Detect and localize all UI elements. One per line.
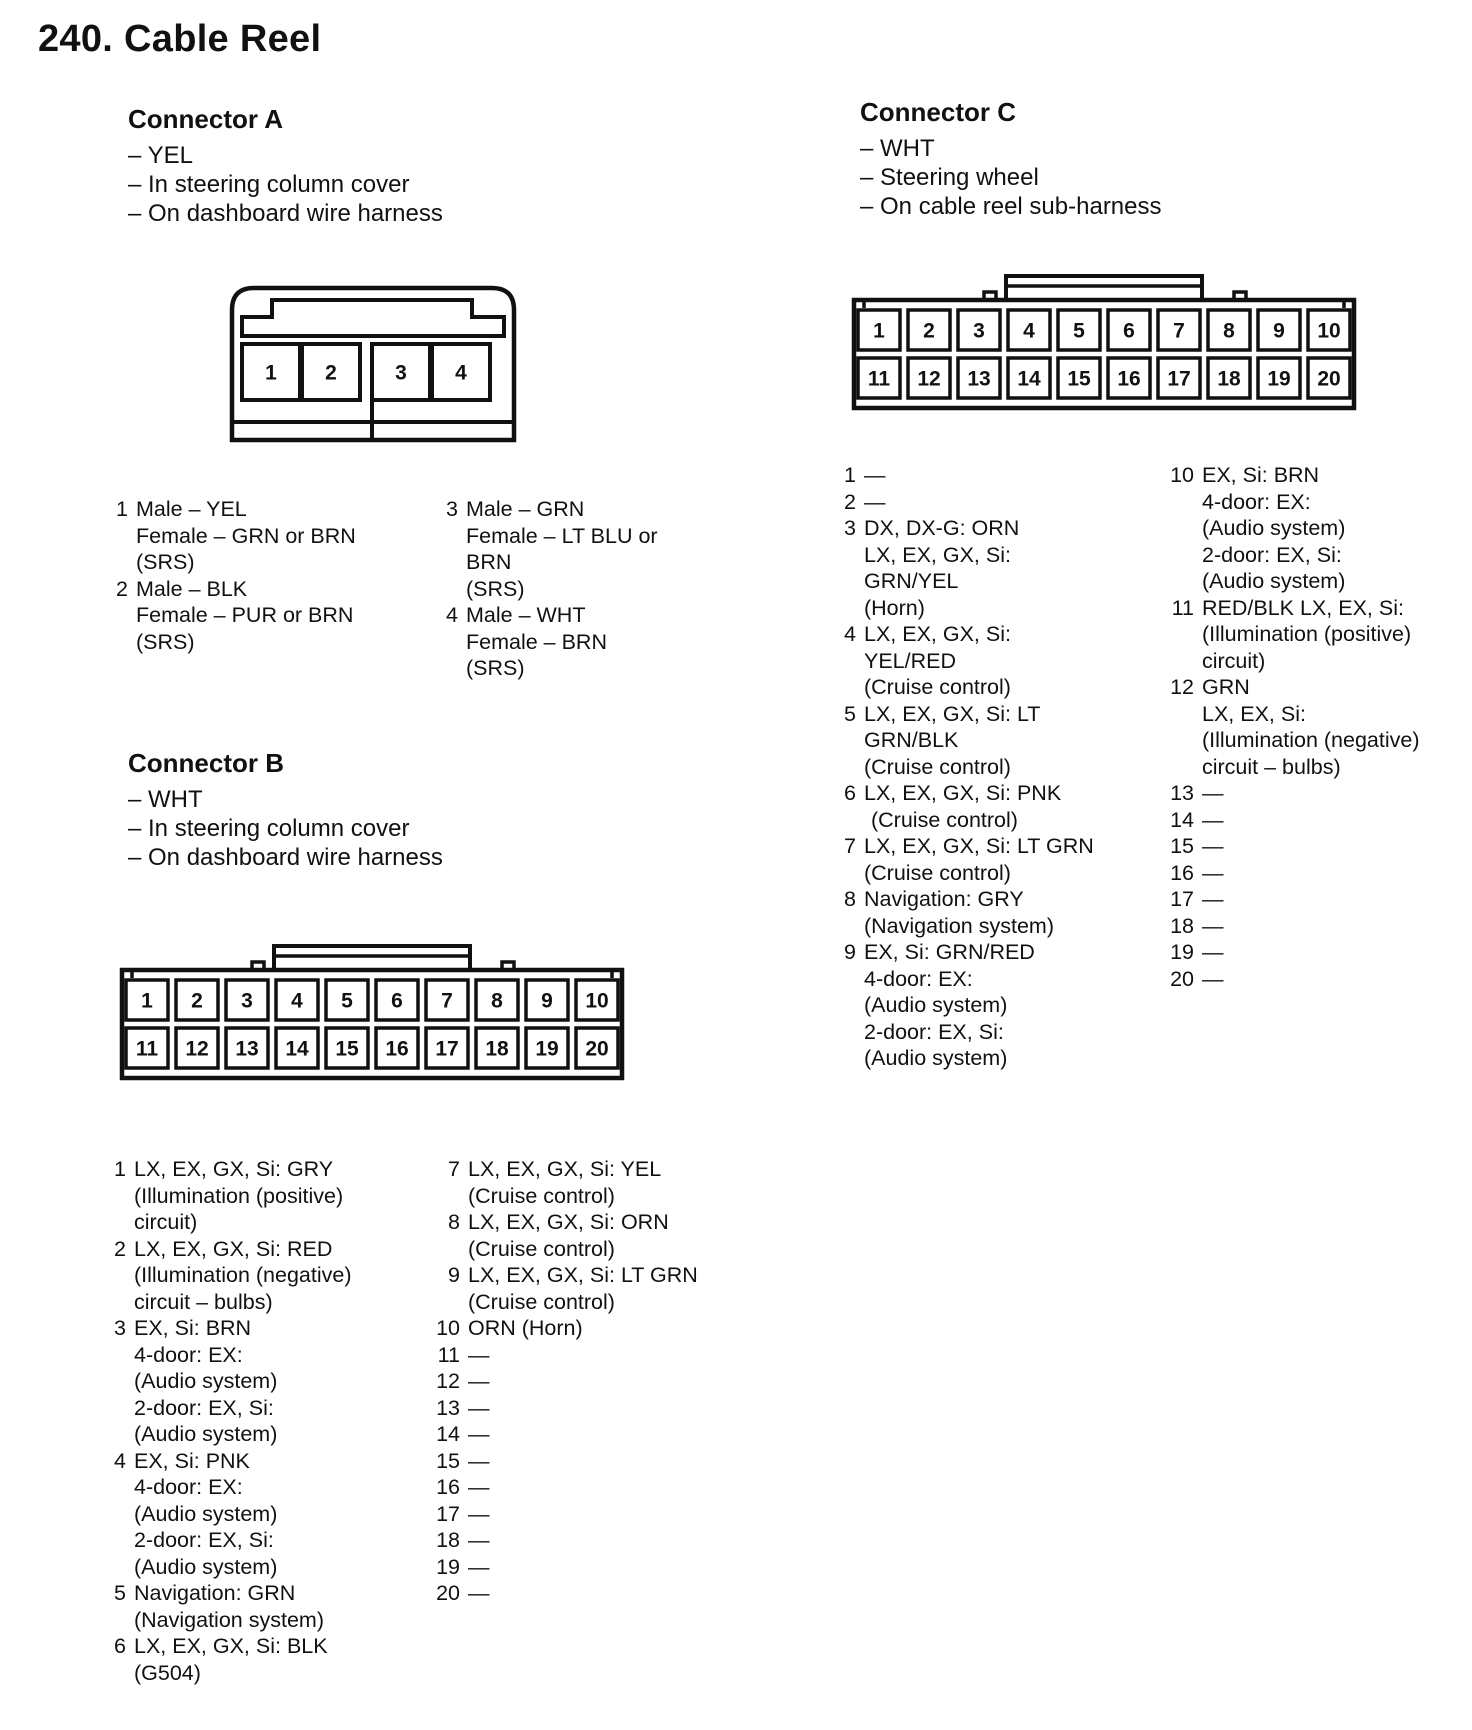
pin-description-line: Navigation: GRN xyxy=(134,1581,296,1605)
connector-a-pinlist-right xyxy=(432,496,658,682)
pin-description-line: LX, EX, GX, Si: BLK xyxy=(134,1634,328,1658)
pin-description-line: Female – BRN xyxy=(466,629,607,654)
pin-number: 4 xyxy=(446,603,458,627)
connector-b-cell-label: 3 xyxy=(241,989,253,1013)
pin-description-line: (Audio system) xyxy=(134,1369,278,1393)
pin-entry xyxy=(1154,780,1420,807)
pin-number: 8 xyxy=(844,887,856,911)
pin-description-line: Female – LT BLU or xyxy=(466,523,658,548)
pin-description-line: (Navigation system) xyxy=(134,1607,324,1632)
pin-entry xyxy=(1154,939,1420,966)
connector-b-cell-label: 15 xyxy=(335,1037,359,1061)
pin-number: 4 xyxy=(844,622,856,646)
pin-description-line: — xyxy=(468,1395,490,1420)
pin-description-line: GRN xyxy=(1202,675,1250,699)
connector-b-body xyxy=(122,970,622,1078)
connector-a-diagram xyxy=(228,284,518,444)
pin-description-line: (Horn) xyxy=(864,595,925,620)
pin-entry xyxy=(102,576,356,656)
connector-b-cell-label: 14 xyxy=(285,1037,309,1061)
pin-description-line: 2-door: EX, Si: xyxy=(134,1528,274,1552)
pin-number: 1 xyxy=(116,497,128,521)
pin-number: 2 xyxy=(844,489,856,514)
pin-number: 13 xyxy=(436,1395,460,1420)
connector-b-cell-label: 20 xyxy=(585,1037,609,1061)
pin-description-line: (Illumination (negative) xyxy=(134,1263,352,1287)
pin-description-line: — xyxy=(1202,781,1224,805)
pin-description-line: (Navigation system) xyxy=(864,913,1054,938)
pin-entry xyxy=(1154,833,1420,860)
pin-entry xyxy=(432,602,658,682)
pin-description-line: Female – GRN or BRN xyxy=(136,523,356,548)
pin-description-line: Navigation: GRY xyxy=(864,887,1024,911)
connector-c-cell-label: 7 xyxy=(1173,319,1185,343)
connector-b-cell-label: 19 xyxy=(535,1037,559,1061)
pin-description-line: ORN (Horn) xyxy=(468,1316,583,1340)
connector-b-cell-label: 11 xyxy=(135,1037,159,1061)
pin-entry xyxy=(1154,462,1420,595)
pin-description-line: — xyxy=(468,1448,490,1473)
pin-number: 10 xyxy=(436,1316,460,1340)
connector-c-cell-label: 8 xyxy=(1223,319,1235,343)
connector-c-heading: Connector C xyxy=(860,97,1016,127)
pin-entry xyxy=(420,1209,698,1262)
connector-c-cell-label: 18 xyxy=(1217,367,1241,391)
pin-description-line: EX, Si: PNK xyxy=(134,1448,250,1473)
connector-c-cell-label: 5 xyxy=(1073,319,1085,343)
pin-description-line: — xyxy=(1202,913,1224,938)
pin-description-line: LX, EX, GX, Si: PNK xyxy=(864,781,1062,805)
pin-number: 3 xyxy=(114,1316,126,1340)
pin-entry xyxy=(100,1156,352,1236)
pin-description-line: — xyxy=(1202,887,1224,911)
pin-description-line: 4-door: EX: xyxy=(134,1475,243,1499)
connector-c-cell-label: 15 xyxy=(1067,367,1091,391)
pin-number: 1 xyxy=(844,463,856,487)
pin-entry xyxy=(1154,860,1420,887)
pin-entry xyxy=(102,496,356,576)
pin-description-line: circuit – bulbs) xyxy=(1202,754,1341,779)
pin-description-line: — xyxy=(468,1369,490,1393)
pin-number: 14 xyxy=(436,1422,460,1446)
pin-description-line: EX, Si: BRN xyxy=(1202,463,1320,487)
connector-b-header xyxy=(128,748,443,872)
pin-description-line: GRN/YEL xyxy=(864,569,959,593)
pin-number: 3 xyxy=(844,516,856,540)
pin-description-line: (Audio system) xyxy=(1202,569,1346,593)
pin-entry xyxy=(830,621,1094,701)
pin-number: 6 xyxy=(114,1634,126,1658)
pin-description-line: — xyxy=(864,489,886,514)
connector-b-cell-label: 9 xyxy=(541,989,553,1013)
pin-description-line: (SRS) xyxy=(136,550,195,574)
connector-b-cell-label: 7 xyxy=(441,989,453,1013)
pin-description-line: 2-door: EX, Si: xyxy=(1202,542,1342,567)
pin-entry xyxy=(830,462,1094,489)
pin-description-line: (Illumination (positive) xyxy=(1202,622,1412,646)
pin-number: 8 xyxy=(448,1210,460,1234)
connector-c-cell-label: 19 xyxy=(1267,367,1291,391)
pin-number: 1 xyxy=(114,1157,126,1181)
connector-b-cell-label: 17 xyxy=(435,1037,459,1061)
pin-description-line: — xyxy=(1202,940,1224,964)
pin-description-line: LX, EX, GX, Si: xyxy=(864,622,1011,646)
pin-entry xyxy=(830,489,1094,516)
connector-b-location: – In steering column cover xyxy=(128,815,410,842)
connector-b-cell-label: 12 xyxy=(185,1037,209,1061)
pin-description-line: LX, EX, GX, Si: xyxy=(864,542,1011,567)
connector-b-pinlist-right xyxy=(420,1156,698,1607)
connector-b-latch xyxy=(274,946,470,970)
pin-description-line: circuit) xyxy=(134,1210,198,1234)
pin-description-line: — xyxy=(468,1528,490,1552)
connector-c-cell-label: 9 xyxy=(1273,319,1285,343)
pin-entry xyxy=(830,833,1094,886)
pin-entry xyxy=(100,1580,352,1633)
pin-entry xyxy=(420,1368,698,1395)
pin-entry xyxy=(420,1421,698,1448)
pin-entry xyxy=(100,1236,352,1316)
connector-c-color: – WHT xyxy=(860,135,935,162)
connector-b-cell-label: 5 xyxy=(341,989,353,1013)
connector-b-cell-label: 6 xyxy=(391,989,403,1013)
pin-description-line: — xyxy=(1202,966,1224,991)
connector-a-cell-label: 4 xyxy=(455,361,467,385)
pin-entry xyxy=(830,886,1094,939)
connector-a-desc xyxy=(128,141,443,228)
pin-number: 15 xyxy=(1170,834,1194,858)
pin-description-line: (Cruise control) xyxy=(468,1289,615,1314)
pin-entry xyxy=(420,1448,698,1475)
connector-c-cell-label: 17 xyxy=(1167,367,1191,391)
pin-description-line: GRN/BLK xyxy=(864,728,959,752)
pin-description-line: — xyxy=(1202,860,1224,885)
pin-description-line: (G504) xyxy=(134,1660,201,1685)
pin-description-line: — xyxy=(468,1422,490,1446)
pin-description-line: (Cruise control) xyxy=(864,675,1011,699)
pin-entry xyxy=(420,1342,698,1369)
pin-description-line: 4-door: EX: xyxy=(134,1342,243,1367)
connector-c-location: – Steering wheel xyxy=(860,164,1039,191)
connector-b-cell-label: 2 xyxy=(191,989,203,1013)
pin-description-line: circuit – bulbs) xyxy=(134,1289,273,1314)
connector-c-pinlist-left xyxy=(830,462,1094,1072)
pin-description-line: (Cruise control) xyxy=(871,807,1018,832)
pin-description-line: — xyxy=(468,1342,490,1367)
pin-entry xyxy=(1154,595,1420,675)
pin-entry xyxy=(420,1527,698,1554)
pin-number: 9 xyxy=(448,1263,460,1287)
pin-number: 3 xyxy=(446,497,458,521)
pin-number: 15 xyxy=(436,1448,460,1473)
connector-b-cell-label: 13 xyxy=(235,1037,259,1061)
connector-a-cell-label: 3 xyxy=(395,361,407,385)
pin-entry xyxy=(420,1315,698,1342)
pin-description-line: Male – YEL xyxy=(136,497,247,521)
pin-number: 16 xyxy=(1170,860,1194,885)
pin-description-line: LX, EX, GX, Si: ORN xyxy=(468,1210,669,1234)
connector-c-cell-label: 14 xyxy=(1017,367,1041,391)
pin-entry xyxy=(420,1554,698,1581)
pin-number: 4 xyxy=(114,1448,126,1473)
pin-description-line: EX, Si: GRN/RED xyxy=(864,940,1035,964)
connector-c-cell-label: 11 xyxy=(867,367,891,391)
pin-description-line: (Audio system) xyxy=(134,1554,278,1579)
pin-description-line: LX, EX, Si: xyxy=(1202,701,1306,726)
pin-description-line: RED/BLK LX, EX, Si: xyxy=(1202,595,1404,620)
pin-number: 12 xyxy=(436,1369,460,1393)
connector-a-color: – YEL xyxy=(128,142,193,169)
pin-description-line: (Audio system) xyxy=(1202,516,1346,540)
pin-description-line: (Cruise control) xyxy=(864,860,1011,885)
pin-entry xyxy=(420,1474,698,1501)
connector-b-cell-label: 1 xyxy=(141,989,153,1013)
pin-description-line: LX, EX, GX, Si: LT GRN xyxy=(864,834,1094,858)
pin-number: 2 xyxy=(114,1236,126,1261)
pin-number: 6 xyxy=(844,781,856,805)
pin-entry xyxy=(1154,674,1420,780)
pin-number: 18 xyxy=(1170,913,1194,938)
pin-number: 17 xyxy=(436,1501,460,1526)
connector-c-cell-label: 4 xyxy=(1023,319,1035,343)
pin-description-line: LX, EX, GX, Si: GRY xyxy=(134,1157,334,1181)
pin-description-line: BRN xyxy=(466,550,512,574)
connector-b-desc xyxy=(128,785,443,872)
pin-entry xyxy=(1154,886,1420,913)
pin-entry xyxy=(100,1448,352,1581)
pin-entry xyxy=(432,496,658,602)
connector-b-harness: – On dashboard wire harness xyxy=(128,844,443,871)
pin-entry xyxy=(420,1580,698,1607)
pin-description-line: (SRS) xyxy=(136,629,195,654)
connector-b-cell-label: 4 xyxy=(291,989,303,1013)
pin-description-line: — xyxy=(1202,834,1224,858)
pin-description-line: EX, Si: BRN xyxy=(134,1316,252,1340)
pin-description-line: — xyxy=(468,1475,490,1499)
pin-description-line: circuit) xyxy=(1202,648,1266,673)
connector-b-cell-label: 10 xyxy=(585,989,609,1013)
connector-b-cell-label: 18 xyxy=(485,1037,509,1061)
connector-c-harness: – On cable reel sub-harness xyxy=(860,193,1162,220)
connector-c-diagram xyxy=(850,266,1362,414)
pin-description-line: (Cruise control) xyxy=(468,1183,615,1208)
pin-description-line: (Illumination (positive) xyxy=(134,1183,344,1208)
pin-number: 5 xyxy=(844,701,856,726)
pin-description-line: Male – WHT xyxy=(466,603,586,627)
connector-a-harness: – On dashboard wire harness xyxy=(128,200,443,227)
pin-description-line: LX, EX, GX, Si: YEL xyxy=(468,1157,662,1181)
pin-entry xyxy=(1154,966,1420,993)
pin-entry xyxy=(1154,913,1420,940)
pin-description-line: (SRS) xyxy=(466,656,525,680)
pin-description-line: — xyxy=(468,1581,490,1605)
connector-b-pinlist-left xyxy=(100,1156,352,1686)
pin-entry xyxy=(420,1501,698,1528)
connector-a-cell-label: 2 xyxy=(325,361,337,385)
pin-description-line: (Audio system) xyxy=(864,1046,1008,1070)
connector-b-color: – WHT xyxy=(128,786,203,813)
pin-number: 13 xyxy=(1170,781,1194,805)
pin-description-line: 2-door: EX, Si: xyxy=(134,1395,274,1420)
pin-entry xyxy=(100,1633,352,1686)
connector-c-latch xyxy=(1006,276,1202,300)
pin-description-line: — xyxy=(864,463,886,487)
pin-description-line: (Audio system) xyxy=(134,1501,278,1526)
pin-entry xyxy=(830,701,1094,781)
pin-description-line: 4-door: EX: xyxy=(864,966,973,991)
connector-c-cell-label: 16 xyxy=(1117,367,1141,391)
pin-number: 14 xyxy=(1170,807,1194,832)
pin-description-line: LX, EX, GX, Si: LT GRN xyxy=(468,1263,698,1287)
pin-entry xyxy=(1154,807,1420,834)
connector-a-location: – In steering column cover xyxy=(128,171,410,198)
pin-number: 20 xyxy=(1170,966,1194,991)
connector-b-diagram xyxy=(118,936,630,1084)
pin-number: 12 xyxy=(1170,675,1194,699)
pin-description-line: Male – GRN xyxy=(466,497,585,521)
pin-description-line: DX, DX-G: ORN xyxy=(864,516,1020,540)
pin-description-line: (Illumination (negative) xyxy=(1202,728,1420,752)
connector-a-heading: Connector A xyxy=(128,104,284,134)
pin-number: 19 xyxy=(436,1554,460,1579)
pin-entry xyxy=(420,1395,698,1422)
pin-description-line: — xyxy=(468,1554,490,1579)
pin-entry xyxy=(100,1315,352,1448)
pin-description-line: (SRS) xyxy=(466,576,525,601)
pin-number: 11 xyxy=(1171,595,1194,620)
pin-entry xyxy=(420,1262,698,1315)
pin-entry xyxy=(830,515,1094,621)
page-title: 240. Cable Reel xyxy=(38,18,322,60)
pin-description-line: 4-door: EX: xyxy=(1202,489,1311,514)
connector-c-cell-label: 20 xyxy=(1317,367,1341,391)
connector-c-cell-label: 3 xyxy=(973,319,985,343)
connector-a-header xyxy=(128,104,443,228)
connector-c-cell-label: 12 xyxy=(917,367,941,391)
pin-description-line: YEL/RED xyxy=(864,648,957,673)
pin-description-line: LX, EX, GX, Si: LT xyxy=(864,701,1041,726)
pin-description-line: — xyxy=(468,1501,490,1526)
pin-number: 16 xyxy=(436,1475,460,1499)
pin-description-line: 2-door: EX, Si: xyxy=(864,1019,1004,1044)
pin-description-line: Male – BLK xyxy=(136,576,248,601)
connector-a-cell-label: 1 xyxy=(265,361,277,385)
connector-a-pinlist-left xyxy=(102,496,356,655)
pin-description-line: (Cruise control) xyxy=(468,1236,615,1261)
pin-number: 19 xyxy=(1170,940,1194,964)
pin-number: 17 xyxy=(1170,887,1194,911)
pin-entry xyxy=(830,939,1094,1072)
pin-number: 7 xyxy=(448,1157,460,1181)
pin-description-line: Female – PUR or BRN xyxy=(136,603,354,627)
connector-c-cell-label: 6 xyxy=(1123,319,1135,343)
connector-b-heading: Connector B xyxy=(128,748,284,778)
pin-entry xyxy=(830,780,1094,833)
pin-number: 18 xyxy=(436,1528,460,1552)
pin-number: 9 xyxy=(844,940,856,964)
connector-c-header xyxy=(860,97,1162,221)
pin-entry xyxy=(420,1156,698,1209)
pin-number: 11 xyxy=(437,1342,460,1367)
connector-c-cell-label: 13 xyxy=(967,367,991,391)
connector-c-cell-label: 1 xyxy=(873,319,885,343)
pin-description-line: LX, EX, GX, Si: RED xyxy=(134,1236,333,1261)
pin-number: 20 xyxy=(436,1581,460,1605)
pin-description-line: (Cruise control) xyxy=(864,754,1011,779)
connector-b-cell-label: 8 xyxy=(491,989,503,1013)
connector-c-cell-label: 10 xyxy=(1317,319,1341,343)
pin-description-line: — xyxy=(1202,807,1224,832)
connector-b-cell-label: 16 xyxy=(385,1037,409,1061)
pin-number: 10 xyxy=(1170,463,1194,487)
pin-number: 7 xyxy=(844,834,856,858)
connector-c-pinlist-right xyxy=(1154,462,1420,992)
connector-c-body xyxy=(854,300,1354,408)
pin-description-line: (Audio system) xyxy=(134,1422,278,1446)
pin-number: 2 xyxy=(116,576,128,601)
pin-number: 5 xyxy=(114,1581,126,1605)
pin-description-line: (Audio system) xyxy=(864,993,1008,1017)
connector-c-desc xyxy=(860,134,1162,221)
connector-c-cell-label: 2 xyxy=(923,319,935,343)
